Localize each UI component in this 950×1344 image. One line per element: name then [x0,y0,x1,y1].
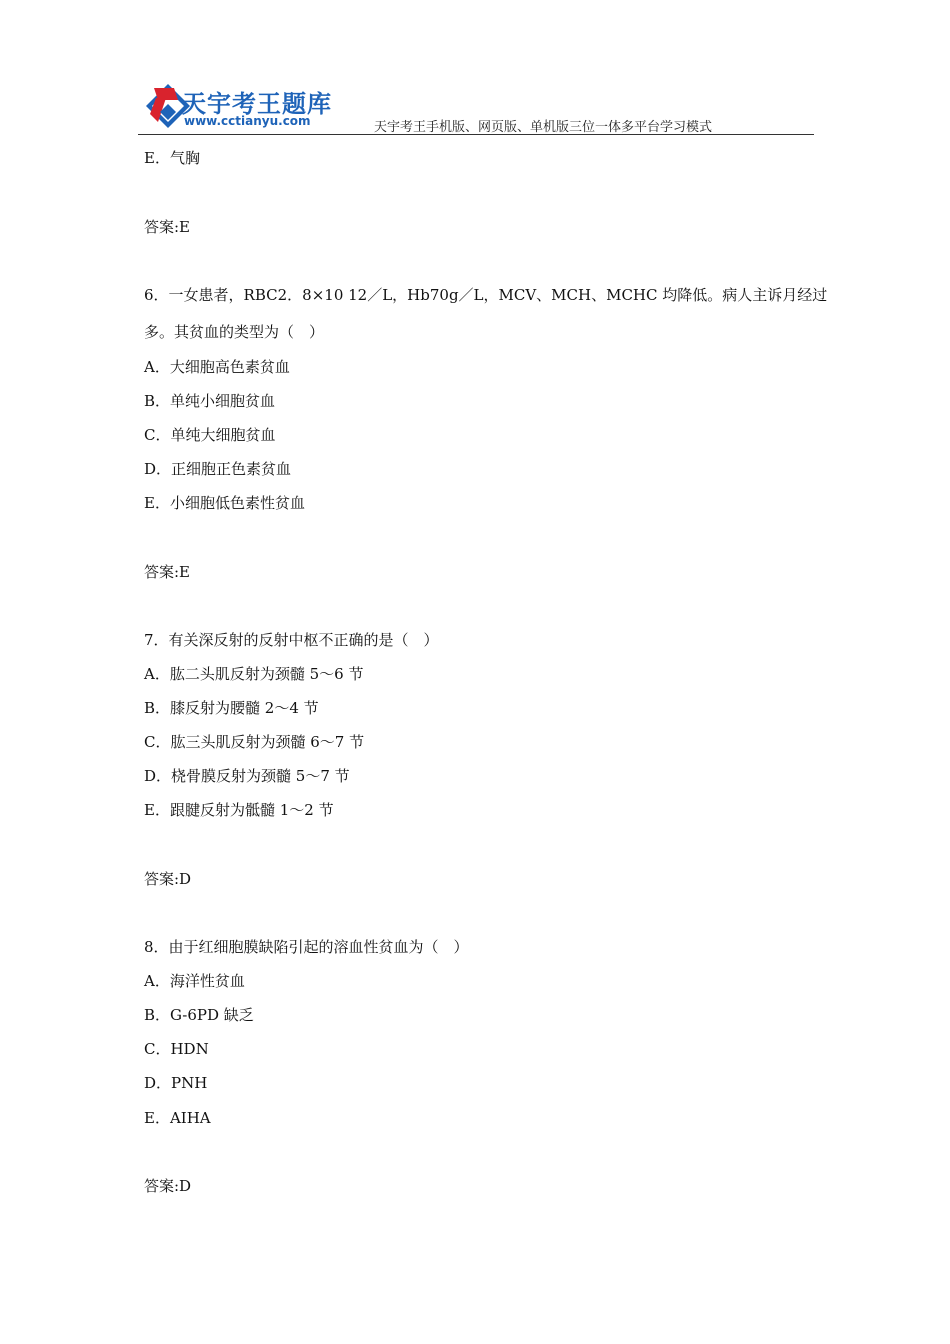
q8-option-d: D．PNH [144,1074,208,1092]
q5-option-e: E．气胸 [144,149,200,167]
q6-option-a: A．大细胞高色素贫血 [144,358,290,376]
q7-answer: 答案:D [144,870,192,888]
q7-option-e: E．跟腱反射为骶髓 1～2 节 [144,801,334,819]
q6-stem-line1: 6．一女患者，RBC2．8×10 12／L，Hb70g／L，MCV、MCH、MCHC 均降低。病人主诉月经过 [144,286,828,304]
q7-option-a: A．肱二头肌反射为颈髓 5～6 节 [144,665,364,683]
q8-option-a: A．海洋性贫血 [144,972,245,990]
q7-stem: 7．有关深反射的反射中枢不正确的是（ ） [144,631,439,649]
logo-title: 天宇考王题库 [182,90,332,118]
q7-option-c: C．肱三头肌反射为颈髓 6～7 节 [144,733,365,751]
q5-answer: 答案:E [144,218,191,236]
q6-option-c: C．单纯大细胞贫血 [144,426,276,444]
q6-option-d: D．正细胞正色素贫血 [144,460,292,478]
logo-url: www.cctianyu.com [184,114,311,128]
q6-stem-line2: 多。其贫血的类型为（ ） [144,323,325,341]
q8-option-c: C．HDN [144,1040,209,1058]
q6-answer: 答案:E [144,563,191,581]
q8-stem: 8．由于红细胞膜缺陷引起的溶血性贫血为（ ） [144,938,469,956]
q8-option-e: E．AIHA [144,1109,211,1127]
q6-option-e: E．小细胞低色素性贫血 [144,494,305,512]
q7-option-b: B．膝反射为腰髓 2～4 节 [144,699,319,717]
q8-answer: 答案:D [144,1177,192,1195]
q6-option-b: B．单纯小细胞贫血 [144,392,276,410]
q8-option-b: B．G-6PD 缺乏 [144,1006,254,1024]
header-tagline: 天宇考王手机版、网页版、单机版三位一体多平台学习模式 [374,120,713,135]
q7-option-d: D．桡骨膜反射为颈髓 5～7 节 [144,767,350,785]
page-header [138,80,814,135]
